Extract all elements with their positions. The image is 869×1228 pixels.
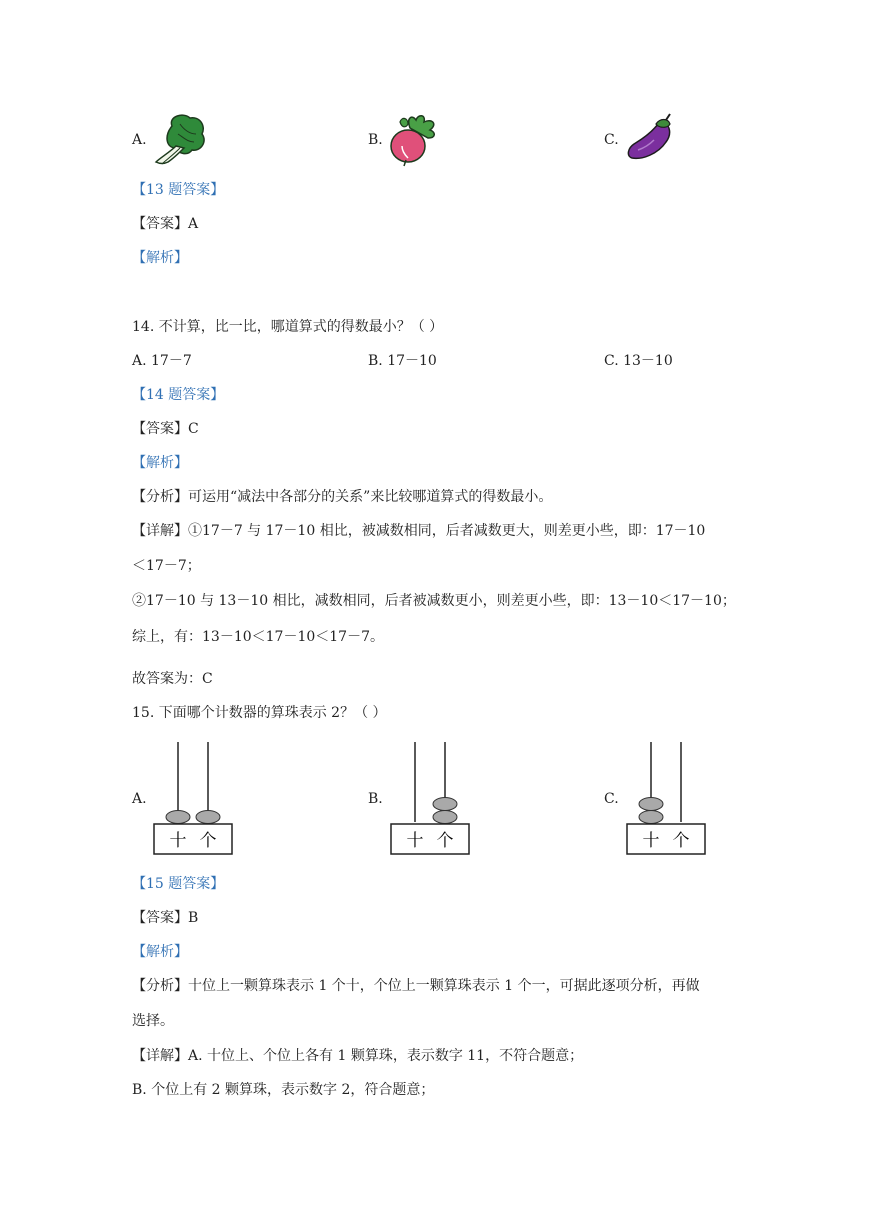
q14-option-a: A. 17－7	[132, 353, 192, 369]
ones-bead	[433, 811, 457, 824]
ones-label: 个	[672, 831, 690, 851]
q14-analysis: 【分析】可运用“减法中各部分的关系”来比较哪道算式的得数最小。	[132, 489, 553, 505]
q14-option-b: B. 17－10	[368, 353, 437, 369]
q14-conclusion: 故答案为：C	[132, 671, 213, 687]
tens-label: 十	[169, 831, 187, 851]
radish-icon	[386, 112, 444, 168]
q14-detail-line-3: ②17－10 与 13－10 相比，减数相同，后者被减数更小，则差更小些，即：13－10＜17－10；	[132, 593, 736, 609]
q14-answer: 【答案】C	[132, 421, 199, 437]
q14-analysis-header: 【解析】	[132, 455, 188, 471]
q15-answer: 【答案】B	[132, 910, 199, 926]
q15-analysis-line-1: 【分析】十位上一颗算珠表示 1 个十，个位上一颗算珠表示 1 个一，可据此逐项分析，再做	[132, 978, 700, 994]
q14-detail-line-2: ＜17－7；	[132, 558, 201, 574]
q15-analysis-line-2: 选择。	[132, 1013, 174, 1029]
q15-detail-b: B. 个位上有 2 颗算珠，表示数字 2，符合题意；	[132, 1082, 435, 1098]
tens-label: 十	[406, 831, 424, 851]
ones-label: 个	[436, 831, 454, 851]
tens-bead	[639, 798, 663, 811]
tens-bead	[639, 811, 663, 824]
bok-choy-icon	[150, 112, 208, 166]
abacus-b	[387, 738, 477, 858]
q14-option-c: C. 13－10	[604, 353, 673, 369]
q14-question: 14. 不计算，比一比，哪道算式的得数最小？（ ）	[132, 319, 444, 335]
ones-label: 个	[199, 831, 217, 851]
ones-bead	[196, 811, 220, 824]
q14-detail-line-1: 【详解】①17－7 与 17－10 相比，被减数相同，后者减数更大，则差更小些，即：17－10	[132, 523, 706, 539]
q15-option-c-label: C.	[604, 791, 619, 807]
q13-answer: 【答案】A	[132, 216, 199, 232]
q13-analysis-header: 【解析】	[132, 250, 188, 266]
q15-analysis-header: 【解析】	[132, 944, 188, 960]
abacus-c	[623, 738, 713, 858]
eggplant-icon	[624, 112, 676, 164]
q14-summary: 综上，有：13－10＜17－10＜17－7。	[132, 629, 384, 645]
q13-answer-header: 【13 题答案】	[132, 182, 225, 198]
q13-option-b-label: B.	[368, 132, 383, 148]
q15-answer-header: 【15 题答案】	[132, 876, 225, 892]
q15-option-a-label: A.	[132, 791, 147, 807]
q15-detail-a: 【详解】A. 十位上、个位上各有 1 颗算珠，表示数字 11，不符合题意；	[132, 1048, 584, 1064]
q14-answer-header: 【14 题答案】	[132, 387, 225, 403]
tens-label: 十	[642, 831, 660, 851]
tens-bead	[166, 811, 190, 824]
q13-option-a-label: A.	[132, 132, 147, 148]
abacus-a	[150, 738, 240, 858]
q15-option-b-label: B.	[368, 791, 383, 807]
q15-question: 15. 下面哪个计数器的算珠表示 2？（ ）	[132, 705, 387, 721]
ones-bead	[433, 798, 457, 811]
q13-option-c-label: C.	[604, 132, 619, 148]
